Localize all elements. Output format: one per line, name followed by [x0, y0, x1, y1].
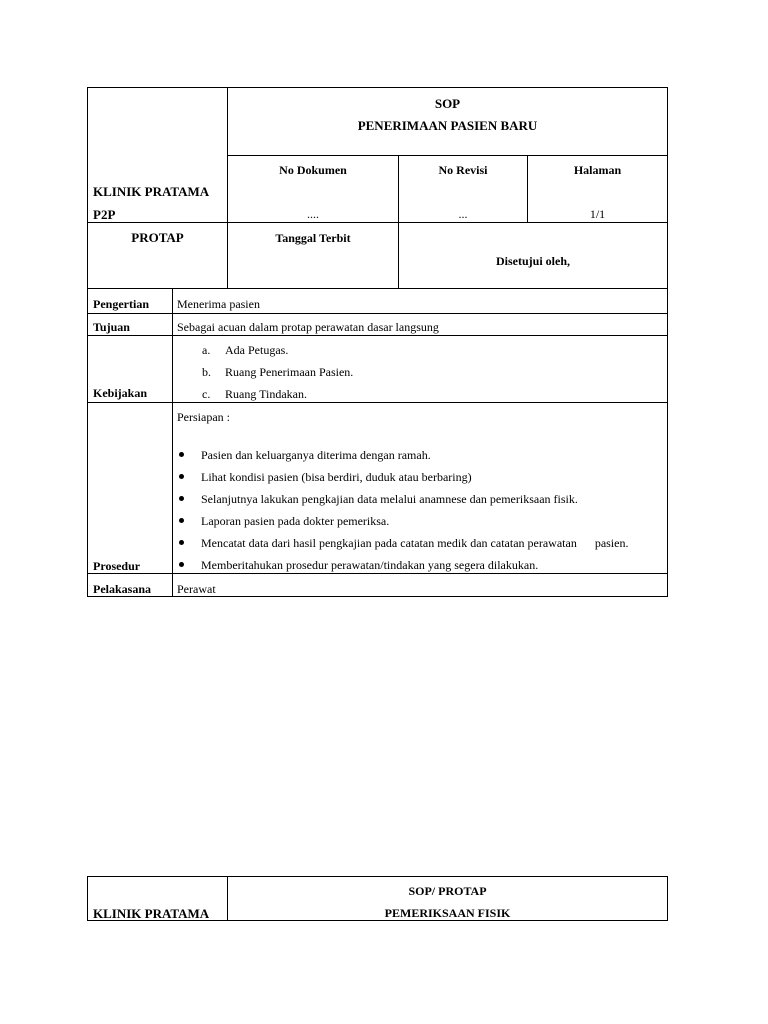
kebijakan-label: Kebijakan	[93, 386, 148, 400]
list-item-marker: b.	[202, 365, 211, 379]
no-revisi-label: No Revisi	[438, 163, 488, 177]
pelaksana-value: Perawat	[177, 582, 216, 596]
pengertian-value: Menerima pasien	[177, 297, 260, 311]
table-line	[87, 222, 668, 223]
bullet-icon	[179, 518, 184, 523]
tanggal-terbit-label: Tanggal Terbit	[275, 231, 351, 245]
table-line	[667, 87, 668, 597]
no-dokumen-value: ....	[307, 207, 319, 221]
sop-title-line1: SOP/ PROTAP	[408, 884, 487, 898]
table-line	[87, 573, 668, 574]
list-item: Lihat kondisi pasien (bisa berdiri, duduk atau berbaring)	[201, 470, 472, 484]
table-line	[87, 87, 88, 597]
list-item: Ruang Tindakan.	[225, 387, 308, 401]
table-line	[667, 876, 668, 921]
bullet-icon	[179, 496, 184, 501]
no-dokumen-label: No Dokumen	[279, 163, 347, 177]
tujuan-value: Sebagai acuan dalam protap perawatan dasar langsung	[177, 320, 439, 334]
sop-title-line2: PEMERIKSAAN FISIK	[384, 906, 511, 920]
list-item: Pasien dan keluarganya diterima dengan ramah.	[201, 448, 431, 462]
list-item: Memberitahukan prosedur perawatan/tindakan yang segera dilakukan.	[201, 558, 539, 572]
table-line	[87, 335, 668, 336]
list-item-marker: c.	[202, 387, 211, 401]
bullet-icon	[179, 452, 184, 457]
disetujui-label: Disetujui oleh,	[495, 254, 570, 268]
protap-label: PROTAP	[131, 230, 184, 245]
bullet-icon	[179, 562, 184, 567]
table-line	[87, 313, 668, 314]
list-item: Laporan pasien pada dokter pemeriksa.	[201, 514, 390, 528]
table-line	[227, 155, 668, 156]
bullet-icon	[179, 474, 184, 479]
table-line	[87, 876, 88, 921]
prosedur-intro: Persiapan :	[177, 410, 230, 424]
sop-title-line1: SOP	[434, 96, 461, 111]
clinic-sub: P2P	[93, 207, 116, 222]
list-item: Ruang Penerimaan Pasien.	[225, 365, 354, 379]
pengertian-label: Pengertian	[93, 297, 149, 311]
list-item: Ada Petugas.	[225, 343, 289, 357]
bullet-icon	[179, 540, 184, 545]
halaman-value: 1/1	[589, 207, 606, 221]
halaman-label: Halaman	[573, 163, 622, 177]
table-line	[87, 402, 668, 403]
prosedur-label: Prosedur	[93, 559, 141, 573]
clinic-name: KLINIK PRATAMA	[93, 906, 210, 921]
table-line	[87, 87, 668, 88]
tujuan-label: Tujuan	[93, 320, 130, 334]
pelaksana-label: Pelakasana	[93, 582, 152, 596]
sop-title-line2: PENERIMAAN PASIEN BARU	[357, 118, 538, 133]
table-line	[87, 288, 668, 289]
table-line	[87, 876, 668, 877]
list-item: Selanjutnya lakukan pengkajian data melalui anamnese dan pemeriksaan fisik.	[201, 492, 578, 506]
list-item-marker: a.	[202, 343, 211, 357]
table-line	[87, 596, 668, 597]
clinic-name: KLINIK PRATAMA	[93, 184, 210, 199]
list-item: Mencatat data dari hasil pengkajian pada catatan medik dan catatan perawatan pasien.	[201, 536, 629, 550]
table-line	[172, 288, 173, 597]
no-revisi-value: ...	[458, 207, 468, 221]
